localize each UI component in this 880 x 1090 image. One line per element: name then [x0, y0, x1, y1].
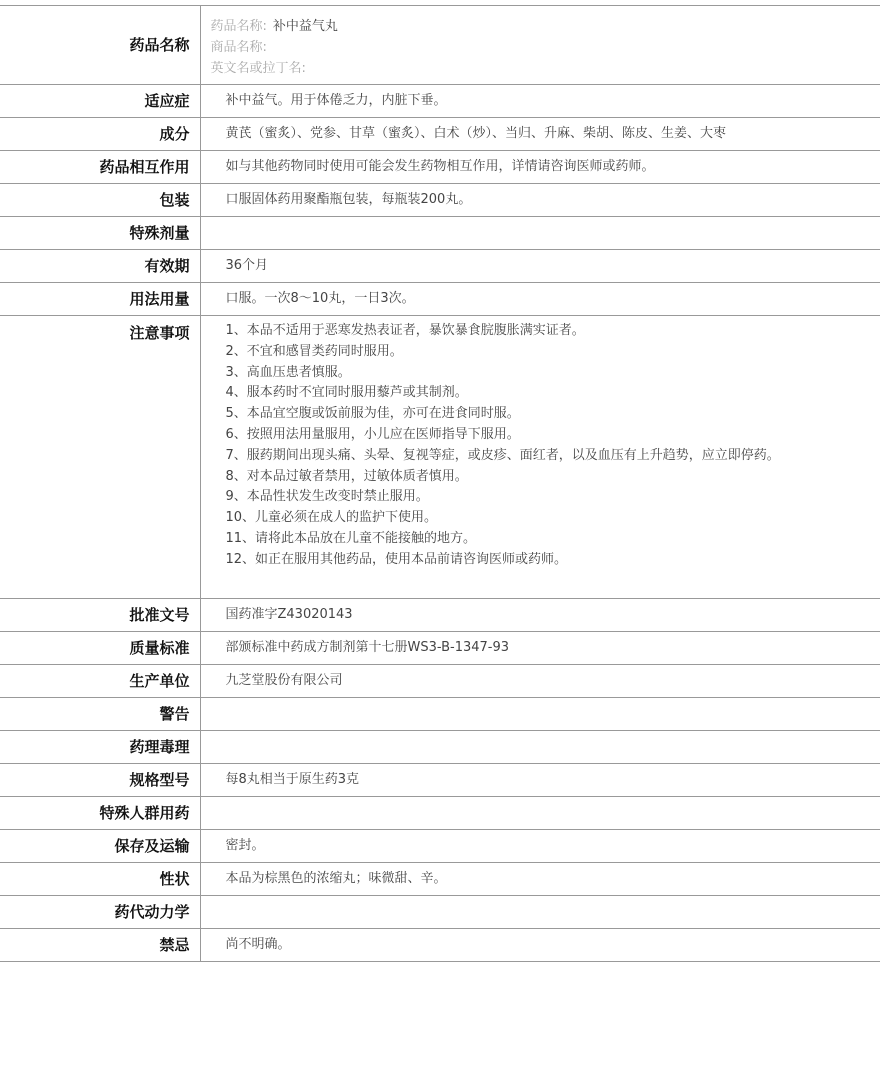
english-name-label: 英文名或拉丁名:	[210, 61, 306, 76]
approval-number-row	[0, 599, 880, 632]
row-value: 口服固体药用聚酯瓶包装，每瓶装200丸。	[200, 184, 880, 217]
appearance-row	[0, 863, 880, 896]
warning-row	[0, 698, 880, 731]
row-value: 36个月	[200, 250, 880, 283]
precautions-list	[200, 316, 880, 599]
row-label: 生产单位	[0, 665, 200, 698]
precaution-item: 11、请将此本品放在儿童不能接触的地方。	[225, 530, 477, 546]
row-value	[200, 896, 880, 929]
special-dosage-row	[0, 217, 880, 250]
row-value: 密封。	[200, 830, 880, 863]
english-name-line	[211, 58, 880, 79]
precautions-row	[0, 316, 880, 599]
packaging-row	[0, 184, 880, 217]
pharmacology-row	[0, 731, 880, 764]
generic-name-label: 药品名称:	[210, 19, 267, 34]
quality-standard-row	[0, 632, 880, 665]
row-value: 尚不明确。	[200, 929, 880, 962]
precaution-item: 4、服本药时不宜同时服用藜芦或其制剂。	[225, 385, 468, 401]
row-label: 特殊人群用药	[0, 797, 200, 830]
row-value: 国药准字Z43020143	[200, 599, 880, 632]
precaution-item: 1、本品不适用于恶寒发热表证者，暴饮暴食脘腹胀满实证者。	[225, 323, 585, 338]
drug-info-table	[0, 5, 880, 962]
row-label: 适应症	[0, 85, 200, 118]
row-value: 黄芪（蜜炙）、党参、甘草（蜜炙）、白术（炒）、当归、升麻、柴胡、陈皮、生姜、大枣	[200, 118, 880, 151]
precaution-item: 8、对本品过敏者禁用，过敏体质者慎用。	[225, 468, 468, 484]
special-populations-row	[0, 797, 880, 830]
row-value	[200, 731, 880, 764]
drug-name-row	[0, 6, 880, 85]
generic-name-value: 补中益气丸	[272, 19, 338, 34]
row-label: 规格型号	[0, 764, 200, 797]
shelf-life-row	[0, 250, 880, 283]
trade-name-line	[211, 37, 880, 58]
row-label: 禁忌	[0, 929, 200, 962]
manufacturer-row	[0, 665, 880, 698]
pharmacokinetics-row	[0, 896, 880, 929]
trade-name-value	[267, 40, 273, 55]
precaution-item: 9、本品性状发生改变时禁止服用。	[225, 489, 429, 505]
row-value	[200, 797, 880, 830]
row-label: 性状	[0, 863, 200, 896]
row-value: 如与其他药物同时使用可能会发生药物相互作用，详情请咨询医师或药师。	[200, 151, 880, 184]
row-label: 特殊剂量	[0, 217, 200, 250]
row-label: 批准文号	[0, 599, 200, 632]
precaution-item: 5、本品宜空腹或饭前服为佳，亦可在进食同时服。	[225, 406, 520, 422]
row-value: 口服。一次8～10丸，一日3次。	[200, 283, 880, 316]
english-name-value	[306, 61, 312, 76]
contraindications-row	[0, 929, 880, 962]
row-label: 成分	[0, 118, 200, 151]
row-value: 补中益气。用于体倦乏力，内脏下垂。	[200, 85, 880, 118]
precaution-item: 10、儿童必须在成人的监护下使用。	[225, 510, 438, 526]
row-label: 药品相互作用	[0, 151, 200, 184]
row-label: 包装	[0, 184, 200, 217]
row-value: 每8丸相当于原生药3克	[200, 764, 880, 797]
drug-name-values	[200, 6, 880, 85]
row-label: 用法用量	[0, 283, 200, 316]
row-label: 保存及运输	[0, 830, 200, 863]
row-value: 部颁标准中药成方制剂第十七册WS3-B-1347-93	[200, 632, 880, 665]
storage-row	[0, 830, 880, 863]
trade-name-label: 商品名称:	[210, 40, 267, 55]
row-label: 有效期	[0, 250, 200, 283]
row-value: 九芝堂股份有限公司	[200, 665, 880, 698]
row-label: 药代动力学	[0, 896, 200, 929]
precaution-item: 12、如正在服用其他药品，使用本品前请咨询医师或药师。	[225, 551, 568, 567]
generic-name-line	[211, 16, 880, 37]
row-value: 本品为棕黑色的浓缩丸；味微甜、辛。	[200, 863, 880, 896]
ingredients-row	[0, 118, 880, 151]
row-value	[200, 698, 880, 731]
precaution-item: 3、高血压患者慎服。	[225, 364, 351, 380]
row-label: 质量标准	[0, 632, 200, 665]
specification-row	[0, 764, 880, 797]
usage-dosage-row	[0, 283, 880, 316]
row-label: 注意事项	[0, 316, 200, 599]
row-label: 警告	[0, 698, 200, 731]
row-value	[200, 217, 880, 250]
precaution-item: 2、不宜和感冒类药同时服用。	[225, 343, 403, 359]
interactions-row	[0, 151, 880, 184]
row-label: 药品名称	[0, 6, 200, 85]
precaution-item: 7、服药期间出现头痛、头晕、复视等症，或皮疹、面红者，以及血压有上升趋势，应立即停药。	[225, 447, 780, 463]
row-label: 药理毒理	[0, 731, 200, 764]
indication-row	[0, 85, 880, 118]
precaution-item: 6、按照用法用量服用，小儿应在医师指导下服用。	[225, 426, 520, 442]
